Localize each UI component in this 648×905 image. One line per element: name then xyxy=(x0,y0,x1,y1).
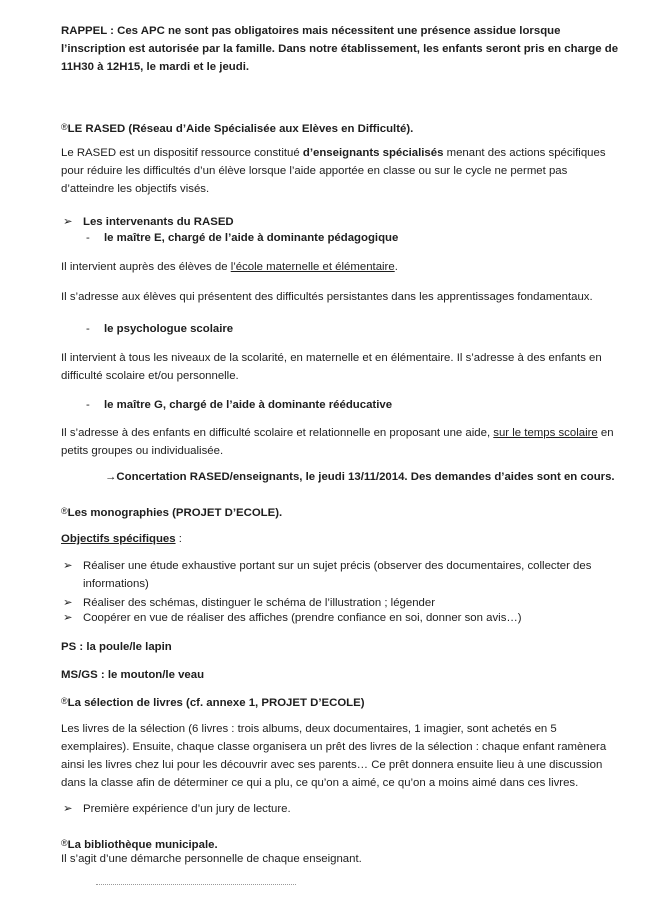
psychologue-paragraph: Il intervient à tous les niveaux de la scolarité, en maternelle et en élémentaire. Il s’adresse à des enfants en difficulté scolaire et/ou personnelle. xyxy=(61,352,602,382)
rased-intro-end: menant des actions spécifiques pour réduire les difficultés d’un élève lorsque l’aide apportée en classe ou sur le cycle ne permet pas d’atteindre les objectifs visés. xyxy=(61,147,606,195)
concertation-line: →Concertation RASED/enseignants, le jeudi 13/11/2014. Des demandes d’aides sont en cours. xyxy=(105,471,615,483)
monographies-heading-text: Les monographies (PROJET D’ECOLE). xyxy=(67,507,283,519)
rased-heading xyxy=(61,118,621,138)
maitre-g-item xyxy=(86,396,616,414)
arrow-bullet-icon: ➢ xyxy=(63,216,73,228)
objectif-item xyxy=(63,609,623,627)
psychologue-item xyxy=(86,320,616,338)
objectif-text: Coopérer en vue de réaliser des affiches (prendre confiance en soi, donner son avis…) xyxy=(83,612,522,624)
selection-paragraph: Les livres de la sélection (6 livres : trois albums, deux documentaires, 1 imagier, sont achetés en 5 exemplaires). Ensuite, chaque classe organisera un prêt des livres de la sélection : chaque enfant ramènera ainsi les livres chez lui pour les découvrir avec ses parents… Ce prêt donnera ensuite lieu à une discussion dans la classe afin de déterminer ce qui a plu, ce qu’on a aimé, ce qu’on a moins aimé dans ces livres. xyxy=(61,723,607,789)
bibliotheque-paragraph: Il s’agit d’une démarche personnelle de chaque enseignant. xyxy=(61,853,362,865)
bullet-symbol: ® xyxy=(61,506,68,516)
selection-heading-text: La sélection de livres (cf. annexe 1, PROJET D’ECOLE) xyxy=(67,697,365,709)
selection-heading xyxy=(61,692,621,712)
cut-off-line xyxy=(96,884,296,891)
rased-heading-text: LE RASED (Réseau d’Aide Spécialisée aux Elèves en Difficulté). xyxy=(67,123,414,135)
dash-bullet: - xyxy=(86,232,90,244)
maitre-e-item xyxy=(86,229,616,247)
rased-intro xyxy=(61,144,621,198)
objectif-item xyxy=(63,557,623,593)
intervenants-title: Les intervenants du RASED xyxy=(83,216,234,228)
maitre-e-paragraph-1 xyxy=(61,258,621,276)
maitre-e-title: le maître E, chargé de l’aide à dominante pédagogique xyxy=(104,232,399,244)
msgs-line: MS/GS : le mouton/le veau xyxy=(61,669,205,681)
monographies-heading xyxy=(61,502,621,522)
objectif-text: Réaliser des schémas, distinguer le schéma de l’illustration ; légender xyxy=(83,597,436,609)
arrow-bullet-icon: ➢ xyxy=(63,560,73,572)
maitre-e-p1-start: Il intervient auprès des élèves de xyxy=(61,261,231,273)
objectifs-label xyxy=(61,530,621,548)
maitre-e-paragraph-2: Il s’adresse aux élèves qui présentent des difficultés persistantes dans les apprentissages fondamentaux. xyxy=(61,291,593,303)
maitre-e-p1-underlined: l’école maternelle et élémentaire xyxy=(230,261,395,273)
bullet-symbol: ® xyxy=(61,122,68,132)
rased-intro-start: Le RASED est un dispositif ressource constitué xyxy=(61,147,303,159)
selection-item-text: Première expérience d’un jury de lecture. xyxy=(83,803,291,815)
arrow-bullet-icon: ➢ xyxy=(63,803,73,815)
objectifs-label-text: Objectifs spécifiques xyxy=(61,533,176,545)
bullet-symbol: ® xyxy=(61,838,68,848)
dash-bullet: - xyxy=(86,399,90,411)
bibliotheque-heading-text: La bibliothèque municipale. xyxy=(67,839,218,851)
objectifs-colon: : xyxy=(175,533,182,545)
maitre-g-p-end: en petits groupes ou individualisée. xyxy=(61,427,614,457)
arrow-bullet-icon: ➢ xyxy=(63,597,73,609)
dash-bullet: - xyxy=(86,323,90,335)
rappel-paragraph: RAPPEL : Ces APC ne sont pas obligatoires mais nécessitent une présence assidue lorsque l’inscription est autorisée par la famille. Dans notre établissement, les enfants seront pris en charge de 11H30 à 12H15, le mardi et le jeudi. xyxy=(61,25,619,73)
maitre-g-title: le maître G, chargé de l’aide à dominante rééducative xyxy=(104,399,393,411)
maitre-g-p-underlined: sur le temps scolaire xyxy=(493,427,598,439)
objectif-text: Réaliser une étude exhaustive portant sur un sujet précis (observer des documentaires, collecter des informations) xyxy=(83,560,592,590)
maitre-g-paragraph xyxy=(61,424,621,460)
ps-line: PS : la poule/le lapin xyxy=(61,641,172,653)
bullet-symbol: ® xyxy=(61,696,68,706)
arrow-bullet-icon: ➢ xyxy=(63,612,73,624)
maitre-e-p1-end: . xyxy=(394,261,398,273)
psychologue-title: le psychologue scolaire xyxy=(104,323,234,335)
rased-intro-bold: d’enseignants spécialisés xyxy=(302,147,444,159)
maitre-g-p-start: Il s’adresse à des enfants en difficulté scolaire et relationnelle en proposant une aide, xyxy=(61,427,494,439)
selection-item xyxy=(63,800,623,818)
